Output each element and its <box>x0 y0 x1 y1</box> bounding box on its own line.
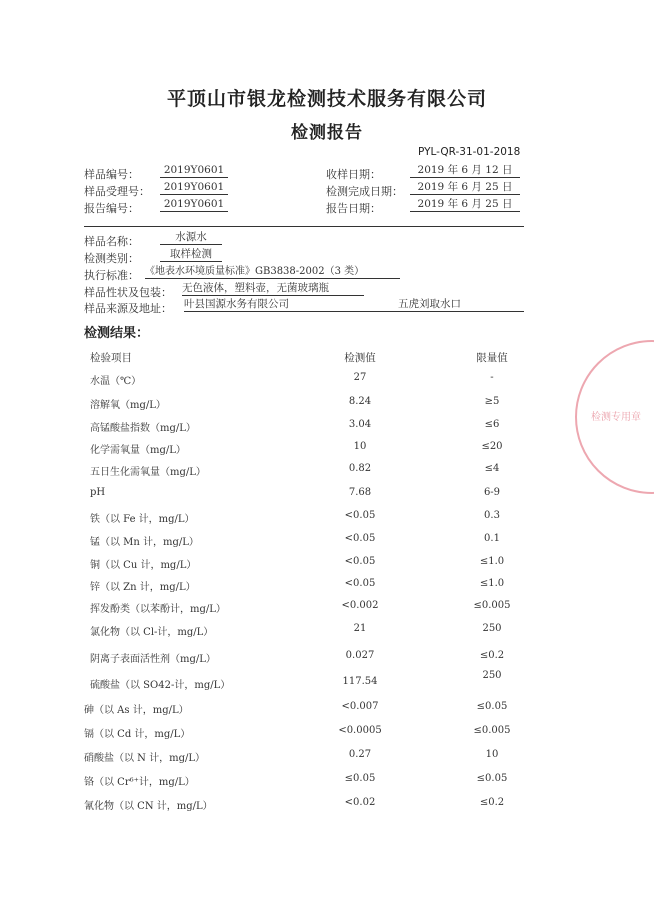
result-item: 铬（以 Cr⁶⁺计，mg/L） <box>84 777 195 788</box>
result-value: 7.68 <box>348 487 372 498</box>
result-value: <0.05 <box>344 533 376 544</box>
result-limit: ≤0.2 <box>479 797 505 808</box>
receive-date-label: 收样日期： <box>326 168 381 181</box>
sample-source-underline <box>184 298 524 312</box>
report-date-label: 报告日期： <box>326 202 381 215</box>
result-value: <0.05 <box>344 556 376 567</box>
report-no-label: 报告编号： <box>84 202 139 215</box>
result-item: 硫酸盐（以 SO42-计，mg/L） <box>90 680 231 691</box>
test-type-label: 检测类别： <box>84 252 139 265</box>
standard-value: 《地表水环境质量标准》GB3838-2002（3 类） <box>145 265 400 279</box>
result-limit: - <box>490 372 494 383</box>
result-limit: ≤0.05 <box>476 773 508 784</box>
result-item: 砷（以 As 计，mg/L） <box>84 705 189 716</box>
report-no-value: 2019Y0601 <box>160 198 228 212</box>
result-item: 锰（以 Mn 计，mg/L） <box>90 537 199 548</box>
result-item: 溶解氧（mg/L） <box>90 400 166 411</box>
result-limit: ≤0.2 <box>479 650 505 661</box>
result-limit: ≤1.0 <box>479 578 505 589</box>
result-limit: ≤20 <box>481 441 503 452</box>
result-limit: 250 <box>482 670 502 681</box>
result-item: 阴离子表面活性剂（mg/L） <box>90 654 216 665</box>
result-item: 氰化物（以 CN 计，mg/L） <box>84 801 213 812</box>
result-limit: 0.3 <box>484 510 500 521</box>
result-item: 化学需氧量（mg/L） <box>90 445 186 456</box>
result-value: <0.02 <box>344 797 376 808</box>
report-title: 检测报告 <box>291 123 363 143</box>
result-value: 21 <box>353 623 367 634</box>
result-item: 高锰酸盐指数（mg/L） <box>90 423 196 434</box>
result-value: <0.007 <box>341 701 379 712</box>
result-item: 锌（以 Zn 计，mg/L） <box>90 582 196 593</box>
company-name: 平顶山市银龙检测技术服务有限公司 <box>166 88 487 110</box>
result-value: 27 <box>353 372 367 383</box>
result-value: <0.002 <box>341 600 379 611</box>
complete-date-label: 检测完成日期： <box>326 185 403 198</box>
result-value: 0.027 <box>345 650 375 661</box>
sample-source-label: 样品来源及地址： <box>84 302 172 315</box>
results-section-title: 检测结果： <box>84 326 150 341</box>
result-limit: ≤4 <box>484 463 500 474</box>
result-item: 铁（以 Fe 计，mg/L） <box>90 514 195 525</box>
result-value: <0.05 <box>344 578 376 589</box>
sample-state-label: 样品性状及包装： <box>84 286 172 299</box>
result-limit: 6-9 <box>483 487 501 498</box>
result-value: 0.82 <box>348 463 372 474</box>
standard-label: 执行标准： <box>84 269 139 282</box>
result-item: 氯化物（以 Cl-计，mg/L） <box>90 627 214 638</box>
document-code: PYL-QR-31-01-2018 <box>418 146 521 158</box>
result-value: <0.0005 <box>338 725 382 736</box>
complete-date-value: 2019 年 6 月 25 日 <box>410 181 520 195</box>
result-value: 0.27 <box>348 749 372 760</box>
result-value: <0.05 <box>344 510 376 521</box>
sample-no-label: 样品编号： <box>84 168 139 181</box>
result-limit: 0.1 <box>484 533 500 544</box>
sample-name-label: 样品名称： <box>84 235 139 248</box>
column-header-value: 检测值 <box>344 352 376 364</box>
result-value: 10 <box>353 441 367 452</box>
column-header-limit: 限量值 <box>476 352 508 364</box>
result-limit: ≤6 <box>484 419 500 430</box>
result-limit: 250 <box>482 623 502 634</box>
result-item: 硝酸盐（以 N 计，mg/L） <box>84 753 206 764</box>
sample-source-value: 叶县国源水务有限公司 <box>184 298 289 310</box>
seal-text: 检测专用章 <box>591 412 641 423</box>
sample-source-point: 五虎刘取水口 <box>398 298 461 310</box>
sample-state-value: 无色液体，塑料壶，无菌玻璃瓶 <box>182 282 364 296</box>
receive-date-value: 2019 年 6 月 12 日 <box>410 164 520 178</box>
result-item: 镉（以 Cd 计，mg/L） <box>84 729 191 740</box>
divider <box>84 226 524 227</box>
result-limit: ≤1.0 <box>479 556 505 567</box>
result-item: 挥发酚类（以苯酚计，mg/L） <box>90 604 226 615</box>
result-value: 3.04 <box>348 419 372 430</box>
sample-no-value: 2019Y0601 <box>160 164 228 178</box>
result-value: ≤0.05 <box>344 773 376 784</box>
result-item: 五日生化需氧量（mg/L） <box>90 467 206 478</box>
accept-no-label: 样品受理号： <box>84 185 150 198</box>
test-type-value: 取样检测 <box>160 248 222 262</box>
column-header-item: 检验项目 <box>90 352 132 364</box>
result-item: 水温（℃） <box>90 376 142 387</box>
result-item: pH <box>90 487 106 498</box>
result-item: 铜（以 Cu 计，mg/L） <box>90 560 197 571</box>
result-value: 8.24 <box>348 396 372 407</box>
report-date-value: 2019 年 6 月 25 日 <box>410 198 520 212</box>
result-limit: ≥5 <box>484 396 500 407</box>
result-limit: 10 <box>485 749 499 760</box>
accept-no-value: 2019Y0601 <box>160 181 228 195</box>
red-seal <box>575 340 654 494</box>
result-value: 117.54 <box>342 676 378 687</box>
result-limit: ≤0.005 <box>473 600 511 611</box>
result-limit: ≤0.005 <box>473 725 511 736</box>
result-limit: ≤0.05 <box>476 701 508 712</box>
sample-name-value: 水源水 <box>160 231 222 245</box>
